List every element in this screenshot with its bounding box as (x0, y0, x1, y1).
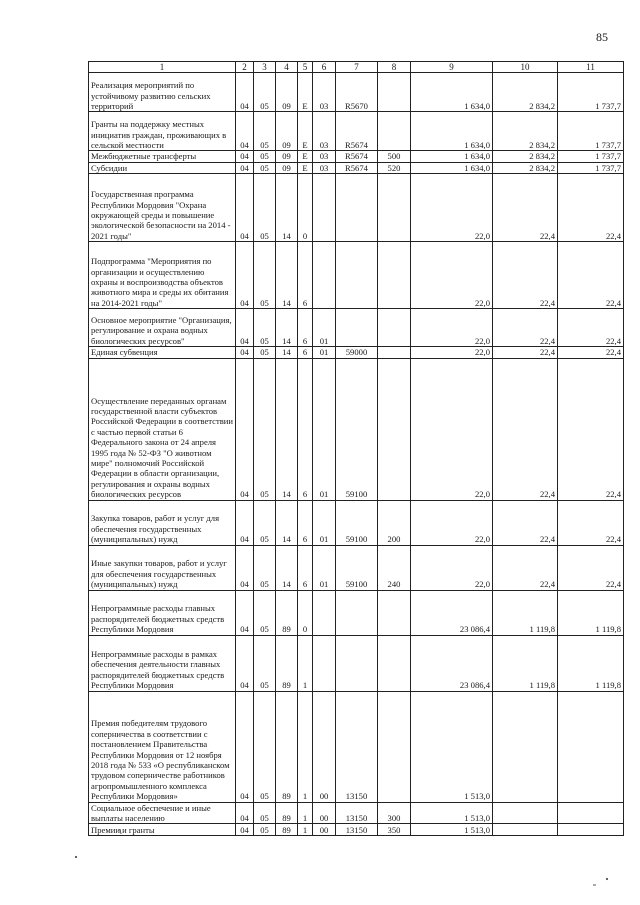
table-cell: 6 (298, 309, 313, 347)
table-cell: E (298, 162, 313, 173)
table-cell: 14 (276, 545, 298, 590)
table-cell: R5674 (336, 162, 378, 173)
page-number: 85 (596, 30, 608, 44)
table-cell: 1 (298, 824, 313, 836)
table-row (89, 824, 624, 836)
row-label: Непрограммные расходы главных распорядителей бюджетных средств Республики Мордовия (89, 590, 236, 635)
row-label: Осуществление переданных органам государственной власти субъектов Российской Федерации в соответствии с частью первой статьи 6 Федерального закона от 24 апреля 1995 года № 52-ФЗ "О животном мире" полномочий Российской Федерации в области организации, регулирования и охраны водных биологических ресурсов (89, 358, 236, 500)
table-cell: 89 (276, 691, 298, 802)
table-cell: 05 (254, 174, 276, 242)
table-cell: 04 (236, 242, 254, 309)
table-cell: 1 634,0 (411, 112, 493, 151)
table-cell: 22,4 (493, 242, 558, 309)
column-header: 7 (336, 62, 378, 73)
table-cell: 1 634,0 (411, 162, 493, 173)
table-cell: 22,4 (493, 309, 558, 347)
table-cell: 1 737,7 (558, 151, 624, 162)
table-cell: 04 (236, 174, 254, 242)
table-cell: 59100 (336, 358, 378, 500)
table-cell: 1 119,8 (493, 635, 558, 691)
table-row (89, 151, 624, 162)
table-cell: 03 (313, 112, 336, 151)
table-cell: 09 (276, 162, 298, 173)
table-cell: 6 (298, 347, 313, 358)
table-row (89, 802, 624, 824)
table-cell: 6 (298, 242, 313, 309)
table-cell: 04 (236, 824, 254, 836)
table-cell: 05 (254, 73, 276, 112)
table-cell: 240 (378, 545, 411, 590)
table-cell (336, 242, 378, 309)
table-cell: 2 834,2 (493, 151, 558, 162)
table-cell: 22,4 (493, 545, 558, 590)
table-cell: 22,4 (558, 358, 624, 500)
table-row (89, 358, 624, 500)
table-cell: 00 (313, 824, 336, 836)
table-cell: 05 (254, 691, 276, 802)
table-cell: 05 (254, 590, 276, 635)
table-cell (378, 73, 411, 112)
column-header: 10 (493, 62, 558, 73)
table-cell: 04 (236, 73, 254, 112)
column-header: 9 (411, 62, 493, 73)
table-cell: 2 834,2 (493, 112, 558, 151)
table-row (89, 112, 624, 151)
table-cell: 1 634,0 (411, 151, 493, 162)
table-cell: 1 119,8 (558, 590, 624, 635)
table-cell: 0 (298, 174, 313, 242)
table-cell (378, 309, 411, 347)
table-cell: 03 (313, 162, 336, 173)
table-cell: 22,0 (411, 358, 493, 500)
table-cell: 22,4 (558, 309, 624, 347)
column-header: 5 (298, 62, 313, 73)
table-cell: 04 (236, 635, 254, 691)
table-cell: 05 (254, 151, 276, 162)
table-cell: 22,4 (493, 500, 558, 545)
table-cell: 00 (313, 802, 336, 824)
table-cell: 04 (236, 151, 254, 162)
table-cell (378, 347, 411, 358)
table-cell (336, 309, 378, 347)
table-cell: 23 086,4 (411, 590, 493, 635)
table-cell (558, 802, 624, 824)
table-cell: 01 (313, 500, 336, 545)
row-label: Премия победителям трудового соперничества в соответствии с постановлением Правительства Республики Мордовия от 12 ноября 2018 года № 533 «О республиканском трудовом соперничестве работников агропромышленного комплекса Республики Мордовия» (89, 691, 236, 802)
row-label: Государственная программа Республики Мордовия "Охрана окружающей среды и повышение экологической безопасности на 2014 - 2021 годы" (89, 174, 236, 242)
table-cell: 01 (313, 347, 336, 358)
table-cell: R5674 (336, 112, 378, 151)
table-cell: 13150 (336, 824, 378, 836)
table-cell: 05 (254, 635, 276, 691)
row-label: Основное мероприятие "Организация, регулирование и охрана водных биологических ресурсов" (89, 309, 236, 347)
table-cell: 2 834,2 (493, 73, 558, 112)
table-cell: 05 (254, 309, 276, 347)
table-cell: 6 (298, 545, 313, 590)
table-row (89, 242, 624, 309)
table-row (89, 162, 624, 173)
table-cell (313, 242, 336, 309)
table-row (89, 691, 624, 802)
table-cell (493, 691, 558, 802)
table-cell: 1 634,0 (411, 73, 493, 112)
row-label: Социальное обеспечение и иные выплаты населению (89, 802, 236, 824)
table-cell: 1 119,8 (493, 590, 558, 635)
table-cell (313, 590, 336, 635)
row-label: Иные закупки товаров, работ и услуг для обеспечения государственных (муниципальных) нужд (89, 545, 236, 590)
table-header-row (89, 62, 624, 73)
table-cell (378, 174, 411, 242)
row-label: Межбюджетные трансферты (89, 151, 236, 162)
table-cell: 1 (298, 691, 313, 802)
table-cell: 6 (298, 358, 313, 500)
table-cell: 2 834,2 (493, 162, 558, 173)
table-cell: 05 (254, 112, 276, 151)
table-row (89, 635, 624, 691)
table-cell: 89 (276, 635, 298, 691)
table-cell: 14 (276, 500, 298, 545)
budget-table (88, 61, 624, 836)
table-cell: 1 (298, 802, 313, 824)
column-header: 2 (236, 62, 254, 73)
table-cell: 14 (276, 358, 298, 500)
table-cell: 22,0 (411, 242, 493, 309)
table-cell (313, 635, 336, 691)
table-cell: 1 737,7 (558, 162, 624, 173)
table-cell: 04 (236, 309, 254, 347)
table-body (89, 73, 624, 836)
table-cell: 300 (378, 802, 411, 824)
table-cell: 09 (276, 73, 298, 112)
table-cell: 05 (254, 358, 276, 500)
row-label: Реализация мероприятий по устойчивому развитию сельских территорий (89, 73, 236, 112)
table-cell (336, 590, 378, 635)
table-cell: 04 (236, 545, 254, 590)
table-cell: 1 737,7 (558, 112, 624, 151)
table-cell: 05 (254, 347, 276, 358)
table-cell: 13150 (336, 691, 378, 802)
table-cell: 22,0 (411, 309, 493, 347)
column-header: 3 (254, 62, 276, 73)
table-cell (378, 590, 411, 635)
table-cell (558, 824, 624, 836)
table-cell: R5674 (336, 151, 378, 162)
table-cell: 23 086,4 (411, 635, 493, 691)
table-cell: 22,4 (558, 242, 624, 309)
table-cell: 01 (313, 545, 336, 590)
table-cell: 22,4 (558, 500, 624, 545)
table-cell: 14 (276, 347, 298, 358)
table-cell (378, 358, 411, 500)
row-label: Непрограммные расходы в рамках обеспечения деятельности главных распорядителей бюджетных средств Республики Мордовия (89, 635, 236, 691)
table-cell: 1 513,0 (411, 691, 493, 802)
column-header: 6 (313, 62, 336, 73)
table-cell: 22,0 (411, 545, 493, 590)
table-cell: 22,0 (411, 347, 493, 358)
table-cell (493, 824, 558, 836)
table-cell (336, 174, 378, 242)
table-cell: E (298, 73, 313, 112)
table-cell: 05 (254, 242, 276, 309)
table-cell: 1 737,7 (558, 73, 624, 112)
table-cell: 01 (313, 358, 336, 500)
table-cell: 04 (236, 162, 254, 173)
column-header: 1 (89, 62, 236, 73)
column-header: 4 (276, 62, 298, 73)
table-cell: 1 513,0 (411, 802, 493, 824)
table-cell: 89 (276, 590, 298, 635)
table-cell: 89 (276, 824, 298, 836)
table-cell: 200 (378, 500, 411, 545)
table-cell: E (298, 112, 313, 151)
table-row (89, 347, 624, 358)
table-row (89, 309, 624, 347)
table-cell (313, 174, 336, 242)
table-cell: 04 (236, 112, 254, 151)
table-cell: 14 (276, 242, 298, 309)
table-cell (378, 635, 411, 691)
table-cell: 04 (236, 691, 254, 802)
table-cell: 89 (276, 802, 298, 824)
column-header: 11 (558, 62, 624, 73)
table-cell: 04 (236, 590, 254, 635)
row-label: Субсидии (89, 162, 236, 173)
table-cell: E (298, 151, 313, 162)
table-cell: 1 513,0 (411, 824, 493, 836)
table-cell: 0 (298, 590, 313, 635)
table-cell: 22,4 (493, 347, 558, 358)
table-cell: 09 (276, 151, 298, 162)
table-cell: 04 (236, 358, 254, 500)
table-cell (558, 691, 624, 802)
table-cell: 04 (236, 802, 254, 824)
table-cell (378, 242, 411, 309)
table-cell: R5670 (336, 73, 378, 112)
table-cell: 05 (254, 802, 276, 824)
table-cell: 350 (378, 824, 411, 836)
table-cell: 05 (254, 162, 276, 173)
table-cell: 59100 (336, 500, 378, 545)
table-cell: 04 (236, 500, 254, 545)
row-label: Закупка товаров, работ и услуг для обеспечения государственных (муниципальных) нужд (89, 500, 236, 545)
table-cell: 03 (313, 73, 336, 112)
column-header: 8 (378, 62, 411, 73)
table-cell: 6 (298, 500, 313, 545)
row-label: Подпрограмма "Мероприятия по организации и осуществлению охраны и воспроизводства объектов животного мира и среды их обитания на 2014-2021 годы" (89, 242, 236, 309)
table-cell (336, 635, 378, 691)
table-cell: 22,4 (558, 174, 624, 242)
table-row (89, 590, 624, 635)
table-cell: 22,4 (493, 358, 558, 500)
table-row (89, 500, 624, 545)
table-cell: 05 (254, 824, 276, 836)
table-row (89, 73, 624, 112)
table-cell: 14 (276, 309, 298, 347)
table-cell (378, 691, 411, 802)
table-cell: 59100 (336, 545, 378, 590)
table-cell: 05 (254, 545, 276, 590)
table-cell (493, 802, 558, 824)
table-cell: 22,0 (411, 500, 493, 545)
table-cell: 01 (313, 309, 336, 347)
table-cell: 22,0 (411, 174, 493, 242)
scan-speckles (75, 829, 607, 885)
table-cell: 04 (236, 347, 254, 358)
row-label: Премии и гранты (89, 824, 236, 836)
table-row (89, 174, 624, 242)
table-cell: 1 (298, 635, 313, 691)
row-label: Единая субвенция (89, 347, 236, 358)
table-cell: 59000 (336, 347, 378, 358)
table-cell: 05 (254, 500, 276, 545)
table-cell: 520 (378, 162, 411, 173)
table-cell (378, 112, 411, 151)
table-cell: 00 (313, 691, 336, 802)
table-cell: 22,4 (493, 174, 558, 242)
table-cell: 22,4 (558, 347, 624, 358)
table-cell: 14 (276, 174, 298, 242)
table-cell: 500 (378, 151, 411, 162)
table-cell: 22,4 (558, 545, 624, 590)
table-cell: 09 (276, 112, 298, 151)
table-cell: 03 (313, 151, 336, 162)
table-row (89, 545, 624, 590)
table-cell: 13150 (336, 802, 378, 824)
row-label: Гранты на поддержку местных инициатив граждан, проживающих в сельской местности (89, 112, 236, 151)
table-cell: 1 119,8 (558, 635, 624, 691)
